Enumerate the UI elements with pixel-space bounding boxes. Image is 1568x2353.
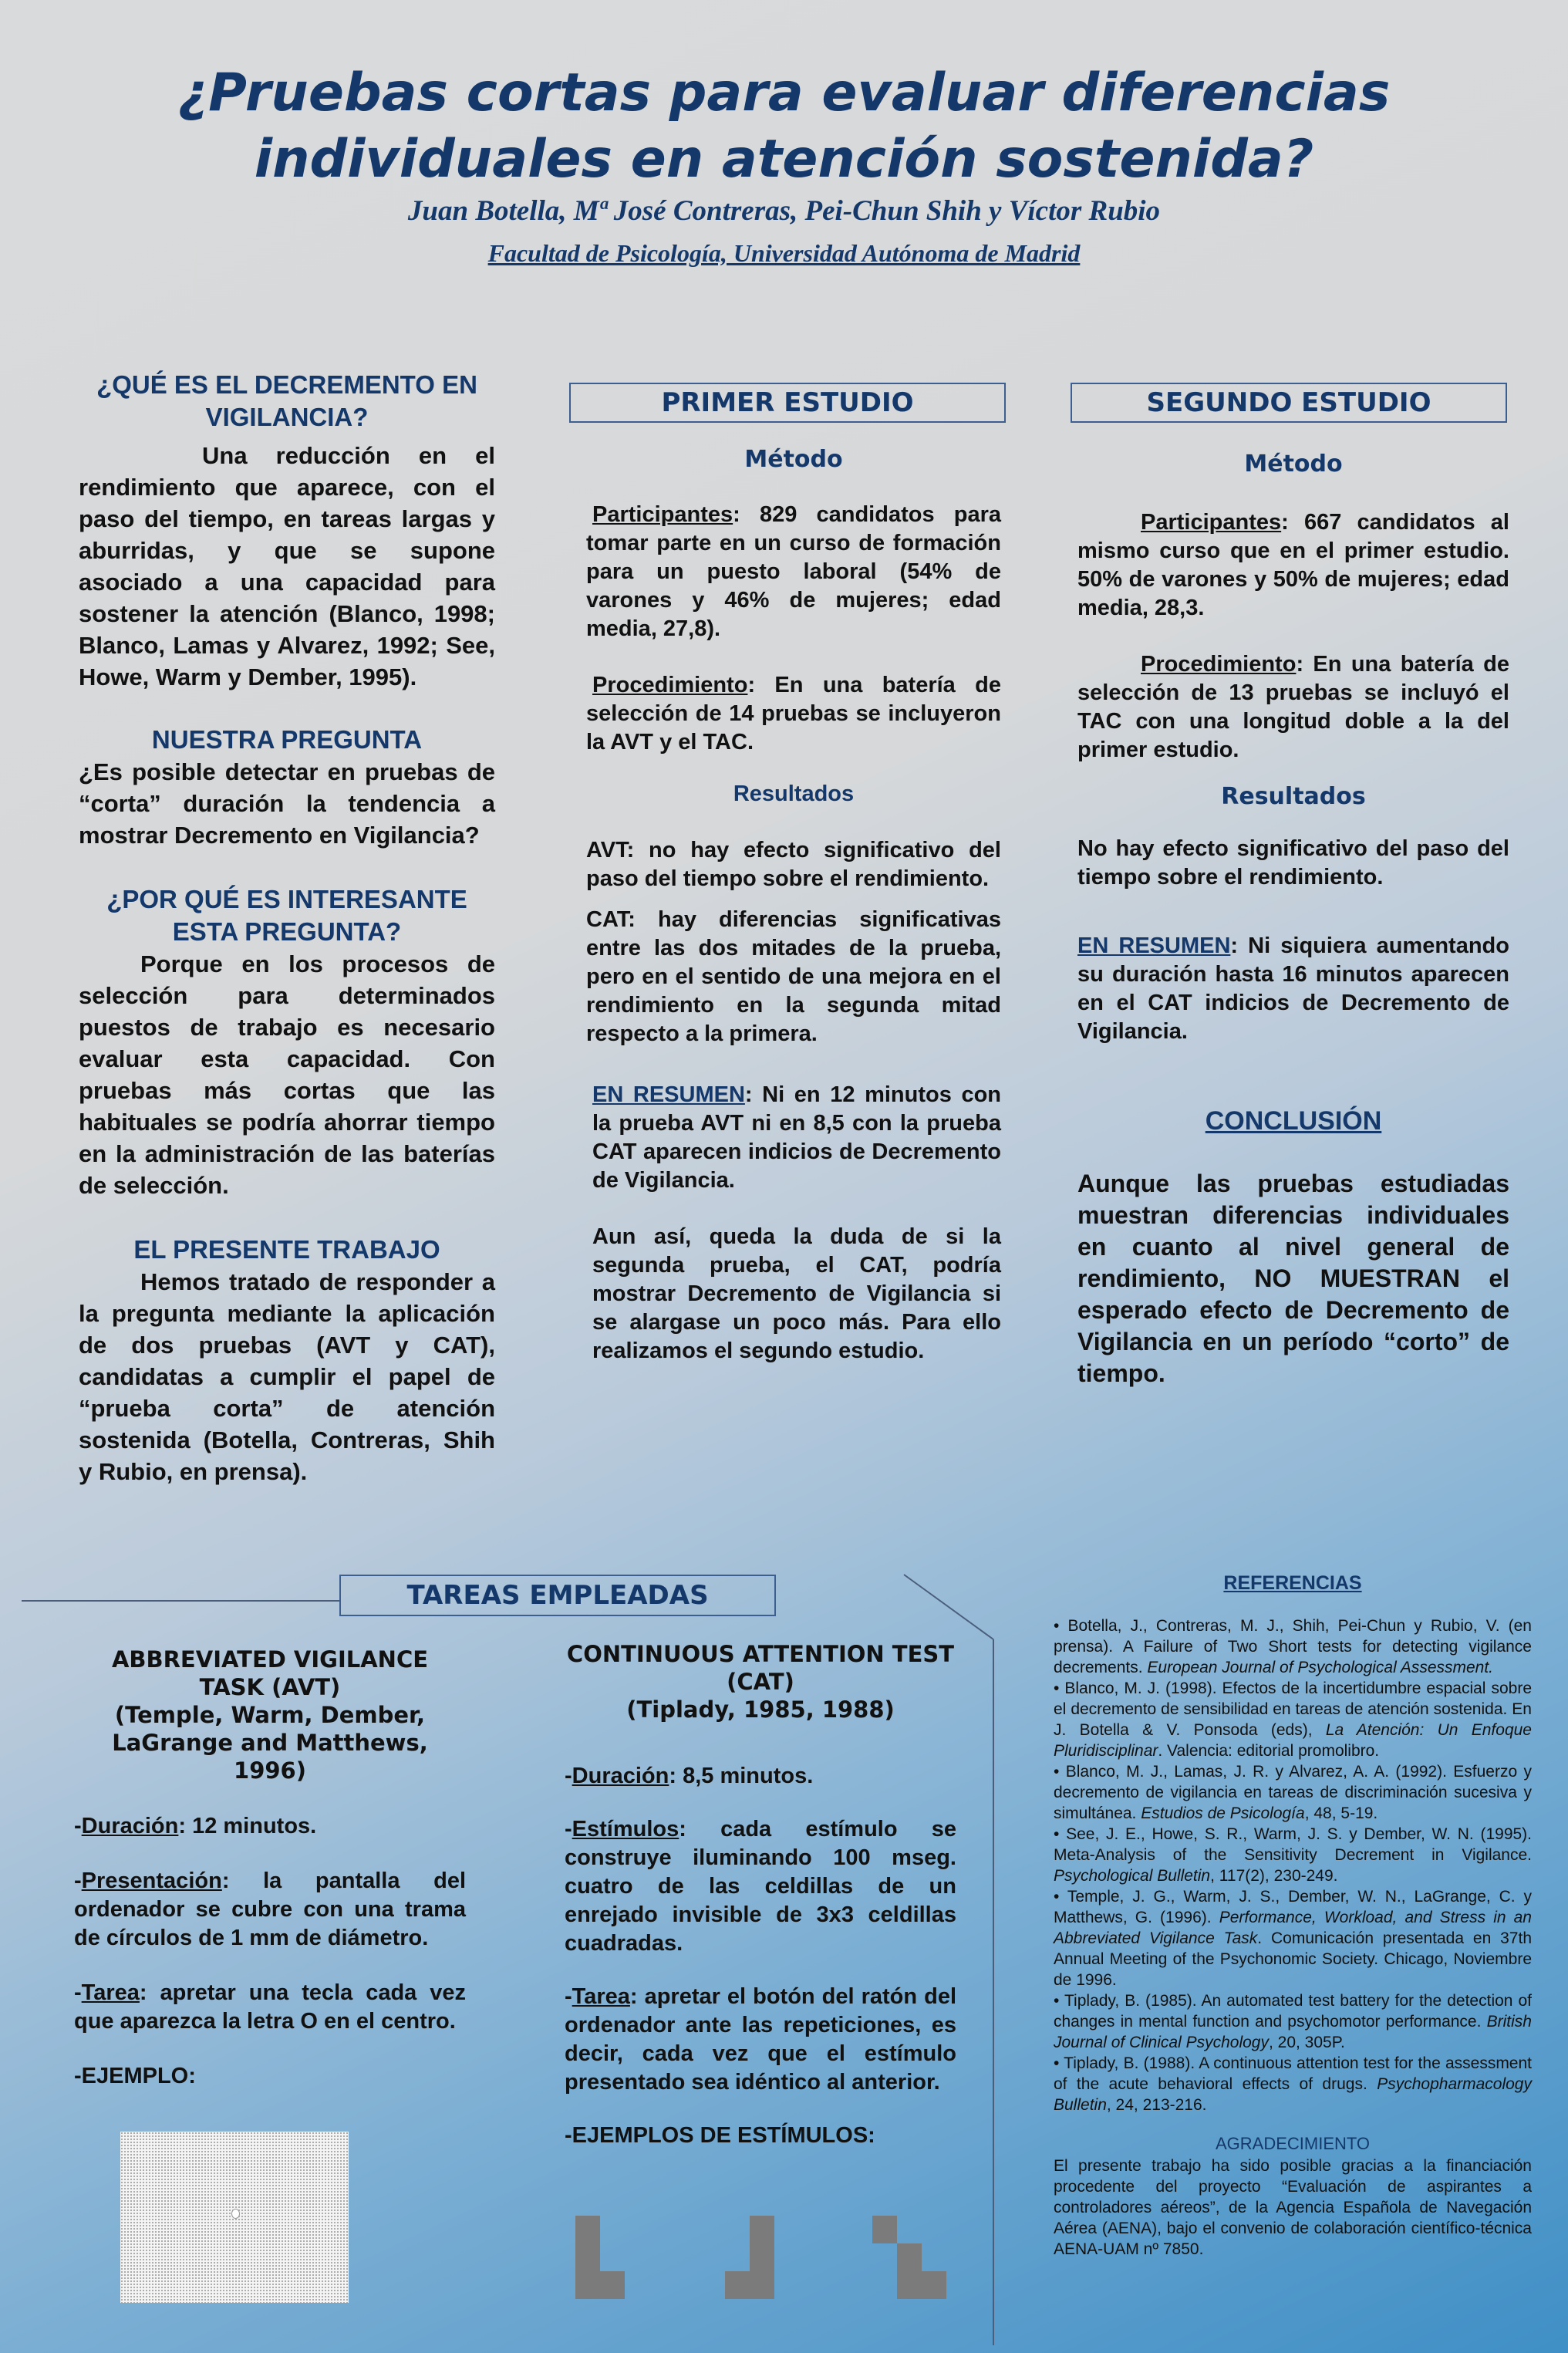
stimulus-cell (600, 2271, 625, 2299)
reference-source: European Journal of Psychological Assessment. (1147, 1659, 1494, 1676)
avt-tarea-text: : apretar una tecla cada vez que aparezca la letra O en el centro. (74, 1980, 466, 2034)
reference-item (1054, 1886, 1532, 1990)
avt-duracion-label: Duración (81, 1814, 179, 1838)
reference-source: Performance, Workload, and Stress in an Abbreviated Vigilance Task (1054, 1909, 1532, 1947)
segundo-procedimiento-label: Procedimiento (1141, 652, 1297, 677)
avt-duracion-text: : 12 minutos. (178, 1814, 317, 1838)
segundo-resultados-heading: Resultados (1221, 783, 1366, 810)
primer-resumen-text: : Ni en 12 minutos con la prueba AVT ni en 8,5 con la prueba CAT aparecen indicios de Decremento de Vigilancia. (592, 1082, 1001, 1193)
segundo-resumen-text: : Ni siquiera aumentando su duración hasta 16 minutos aparecen en el CAT indicios de Decremento de Vigilancia. (1077, 933, 1509, 1044)
stimulus-cell (750, 2243, 774, 2271)
avt-presentacion-label: Presentación (81, 1869, 222, 1893)
avt-tarea: -Tarea: apretar una tecla cada vez que aparezca la letra O en el centro. (74, 1980, 466, 2034)
stimulus-cell (575, 2271, 600, 2299)
reference-text: , 48, 5-19. (1304, 1804, 1378, 1822)
stimulus-cell (575, 2243, 600, 2271)
avt-authors: (Temple, Warm, Dember, LaGrange and Matthews, 1996) (112, 1702, 428, 1784)
cat-duracion-text: : 8,5 minutos. (669, 1764, 814, 1788)
reference-text: . Comunicación presentada en 37th Annual Meeting of the Psychonomic Society. Chicago, Noviembre de 1996. (1054, 1929, 1532, 1989)
avt-presentacion-text: : la pantalla del ordenador se cubre con una trama de círculos de 1 mm de diámetro. (74, 1869, 466, 1950)
primer-duda: Aun así, queda la duda de si la segunda prueba, el CAT, podría mostrar Decremento de Vigilancia si se alargase un poco más. Para ello realizamos el segundo estudio. (592, 1224, 1001, 1363)
reference-source: Psychological Bulletin (1054, 1867, 1211, 1885)
segundo-metodo-heading: Método (1244, 451, 1343, 478)
primer-metodo-heading: Método (744, 446, 843, 473)
reference-source: British Journal of Clinical Psychology (1054, 2013, 1532, 2051)
references-column (1054, 1571, 1532, 2260)
primer-participantes-text: : 829 candidatos para tomar parte en un curso de formación para un puesto laboral (54% de varones y 46% de mujeres; edad media, 27,8). (586, 502, 1001, 641)
cat-stimulus-2 (725, 2216, 774, 2299)
segundo-resumen-label: EN RESUMEN (1077, 933, 1231, 958)
avt-ejemplo-label: -EJEMPLO: (74, 2064, 196, 2088)
references-list (1054, 1615, 1532, 2115)
stimulus-cell (922, 2271, 946, 2299)
references-heading: REFERENCIAS (1223, 1572, 1362, 1594)
title-line-1: ¿Pruebas cortas para evaluar diferencias (177, 62, 1391, 123)
reference-text: • Tiplady, B. (1985). An automated test battery for the detection of changes in mental function and psychomotor performance. (1054, 1992, 1532, 2031)
segundo-procedimiento-text: : En una batería de selección de 13 pruebas se incluyó el TAC con una longitud doble a la del primer estudio. (1077, 652, 1509, 762)
reference-source: Psychopharmacology Bulletin (1054, 2075, 1532, 2114)
heading-presente-trabajo: EL PRESENTE TRABAJO (133, 1235, 440, 1264)
primer-procedimiento-text: : En una batería de selección de 14 pruebas se incluyeron la AVT y el TAC. (586, 673, 1001, 755)
stimulus-cell (575, 2216, 600, 2243)
cat-tarea-text: : apretar el botón del ratón del ordenador ante las repeticiones, es decir, cada vez que el estímulo presentado sea idéntico al anterior. (565, 1984, 956, 2095)
reference-text: • Blanco, M. J. (1998). Efectos de la incertidumbre espacial sobre el decremento de sensibilidad en tareas de atención sostenida. En J. Botella & V. Ponsoda (eds), (1054, 1680, 1532, 1739)
para-presente-trabajo: Hemos tratado de responder a la pregunta mediante la aplicación de dos pruebas (AVT y CAT), candidatas a cumplir el papel de “prueba corta” de atención sostenida (Botella, Contreras, Shih y Rubio, en prensa). (79, 1268, 495, 1485)
stimulus-cell (897, 2271, 922, 2299)
cat-title: CONTINUOUS ATTENTION TEST (CAT) (566, 1641, 955, 1695)
avt-duracion: -Duración: 12 minutos. (74, 1814, 317, 1838)
reference-text: • Tiplady, B. (1988). A continuous attention test for the assessment of the acute behavioral effects of drugs. (1054, 2054, 1532, 2093)
conclusion-heading: CONCLUSIÓN (1205, 1106, 1382, 1136)
reference-item (1054, 1990, 1532, 2053)
cat-stimulus-3 (872, 2216, 946, 2299)
para-nuestra-pregunta: ¿Es posible detectar en pruebas de “corta” duración la tendencia a mostrar Decremento en Vigilancia? (79, 758, 495, 849)
primer-resultado-avt: AVT: no hay efecto significativo del paso del tiempo sobre el rendimiento. (586, 838, 1001, 891)
primer-procedimiento-label: Procedimiento (592, 673, 748, 697)
cat-tarea-label: Tarea (572, 1984, 630, 2009)
segundo-resultado: No hay efecto significativo del paso del tiempo sobre el rendimiento. (1077, 836, 1509, 890)
reference-item (1054, 1678, 1532, 1761)
reference-text: • Temple, J. G., Warm, J. S., Dember, W. N., LaGrange, C. y Matthews, G. (1996). (1054, 1888, 1532, 1926)
avt-title: ABBREVIATED VIGILANCE TASK (AVT) (111, 1646, 429, 1700)
primer-participantes-label: Participantes (592, 502, 733, 527)
authors: Juan Botella, Mª José Contreras, Pei-Chun Shih y Víctor Rubio (407, 195, 1161, 227)
para-que-es: Una reducción en el rendimiento que aparece, con el paso del tiempo, en tareas largas y aburridas, y que se supone asociado a una capacidad para sostener la atención (Blanco, 1998; Blanco, Lamas y Alvarez, 1992; See, Howe, Warm y Dember, 1995). (79, 442, 495, 690)
cat-column (565, 1640, 956, 2150)
reference-text: , 117(2), 230-249. (1210, 1867, 1338, 1885)
conclusion-text: Aunque las pruebas estudiadas muestran diferencias individuales en cuanto al nivel general de rendimiento, NO MUESTRAN el esperado efecto de Decremento de Vigilancia en un período “corto” de tiempo. (1077, 1170, 1509, 1387)
heading-por-que: ¿POR QUÉ ES INTERESANTE ESTA PREGUNTA? (106, 885, 467, 946)
reference-text: , 20, 305P. (1268, 2034, 1345, 2051)
reference-source: Estudios de Psicología (1141, 1804, 1305, 1822)
reference-text: . Valencia: editorial promolibro. (1158, 1742, 1380, 1760)
reference-text: , 24, 213-216. (1106, 2096, 1207, 2114)
avt-tarea-label: Tarea (81, 1980, 140, 2005)
title-line-2: individuales en atención sostenida? (254, 129, 1314, 190)
reference-item (1054, 1761, 1532, 1824)
avt-example-image (120, 2132, 349, 2303)
cat-stimulus-1 (575, 2216, 625, 2299)
cat-tarea: -Tarea: apretar el botón del ratón del ordenador ante las repeticiones, es decir, cada vez que el estímulo presentado sea idéntico al anterior. (565, 1984, 956, 2095)
primer-resultados-heading: Resultados (733, 782, 855, 806)
primer-resultado-cat: CAT: hay diferencias significativas entre las dos mitades de la prueba, pero en el sentido de una mejora en el rendimiento en la segunda mitad respecto a la primera. (586, 907, 1001, 1046)
avt-presentacion: -Presentación: la pantalla del ordenador se cubre con una trama de círculos de 1 mm de diámetro. (74, 1869, 466, 1950)
affiliation: Facultad de Psicología, Universidad Autónoma de Madrid (487, 239, 1081, 267)
segundo-participantes-label: Participantes (1141, 510, 1282, 535)
heading-tareas-empleadas: TAREAS EMPLEADAS (339, 1575, 776, 1616)
reference-item (1054, 1615, 1532, 1678)
stimulus-cell (750, 2271, 774, 2299)
reference-item (1054, 1824, 1532, 1886)
heading-nuestra-pregunta: NUESTRA PREGUNTA (151, 725, 423, 754)
cat-authors: (Tiplady, 1985, 1988) (626, 1696, 895, 1723)
cat-estimulos-text: : cada estímulo se construye iluminando 100 mseg. cuatro de las celdillas de un enrejado invisible de 3x3 celdillas cuadradas. (565, 1817, 956, 1956)
cat-duracion: -Duración: 8,5 minutos. (565, 1764, 814, 1788)
stimulus-cell (872, 2216, 897, 2243)
cat-ejemplos-label: -EJEMPLOS DE ESTÍMULOS: (565, 2123, 875, 2148)
primer-resumen-label: EN RESUMEN (592, 1082, 745, 1107)
stimulus-cell (897, 2243, 922, 2271)
segundo-participantes-text: : 667 candidatos al mismo curso que en el primer estudio. 50% de varones y 50% de mujeres; edad media, 28,3. (1077, 510, 1509, 620)
stimulus-cell (750, 2216, 774, 2243)
reference-text: • Botella, J., Contreras, M. J., Shih, Pei-Chun y Rubio, V. (en prensa). A Failure of Two Short tests for detecting vigilance decrements. (1054, 1617, 1532, 1676)
reference-text: • See, J. E., Howe, S. R., Warm, J. S. y Dember, W. N. (1995). Meta-Analysis of the Sensitivity Decrement in Vigilance. (1054, 1825, 1532, 1864)
heading-primer-estudio: PRIMER ESTUDIO (569, 383, 1006, 423)
para-por-que: Porque en los procesos de selección para determinados puestos de trabajo es necesario evaluar esta capacidad. Con pruebas más cortas que las habituales se podría ahorrar tiempo en la administración de las baterías de selección. (79, 950, 495, 1199)
stimulus-cell (725, 2271, 750, 2299)
avt-target-o (231, 2209, 240, 2219)
reference-source: La Atención: Un Enfoque Pluridisciplinar (1054, 1721, 1532, 1760)
reference-text: • Blanco, M. J., Lamas, J. R. y Alvarez, A. A. (1992). Esfuerzo y decremento de vigilancia en tareas de discriminación sucesiva y simultánea. (1054, 1763, 1532, 1822)
cat-estimulos-label: Estímulos (572, 1817, 679, 1842)
acknowledgement-heading: AGRADECIMIENTO (1215, 2134, 1371, 2153)
cat-estimulos: -Estímulos: cada estímulo se construye iluminando 100 mseg. cuatro de las celdillas de un enrejado invisible de 3x3 celdillas cuadradas. (565, 1817, 956, 1956)
reference-item (1054, 2053, 1532, 2115)
cat-duracion-label: Duración (572, 1764, 669, 1788)
heading-segundo-estudio: SEGUNDO ESTUDIO (1071, 383, 1507, 423)
acknowledgement-text: El presente trabajo ha sido posible gracias a la financiación procedente del proyecto “Evaluación de aspirantes a controladores aéreos”, de la Agencia Española de Navegación Aérea (AENA), bajo el convenio de colaboración científico-técnica AENA-UAM nº 7850. (1054, 2157, 1532, 2258)
heading-que-es: ¿QUÉ ES EL DECREMENTO EN VIGILANCIA? (96, 370, 477, 431)
avt-column (74, 1646, 466, 2091)
